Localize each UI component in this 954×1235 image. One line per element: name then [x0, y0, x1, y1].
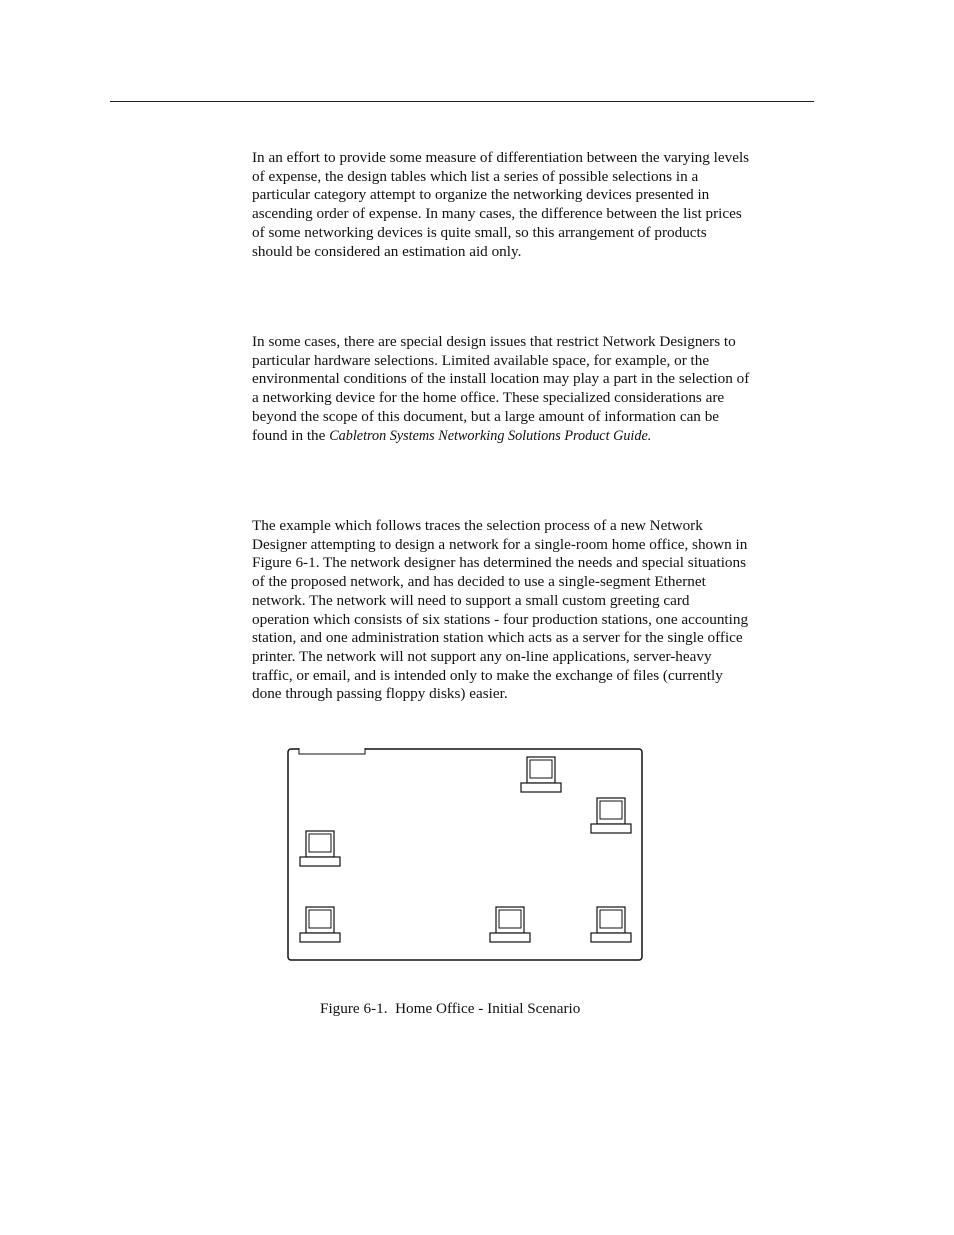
text-line-prefix: found in the: [252, 426, 330, 444]
computer-workstation-icon: [300, 907, 340, 942]
text-line: In an effort to provide some measure of differentiation between the varying levels: [252, 149, 750, 166]
computer-workstation-icon: [591, 907, 631, 942]
text-line: network. The network will need to support a small custom greeting card: [252, 591, 690, 609]
text-line: [252, 427, 818, 446]
text-line: ascending order of expense. In many cases, the difference between the list prices: [252, 205, 742, 223]
text-line: station, and one administration station which acts as a server for the single office: [252, 629, 743, 647]
computer-workstation-icon: [490, 907, 530, 942]
text-line: The example which follows traces the selection process of a new Network: [252, 517, 703, 534]
text-line: particular hardware selections. Limited available space, for example, or the: [252, 351, 710, 369]
product-guide-title: Cabletron Systems Networking Solutions Product Guide.: [329, 427, 652, 444]
paragraph-special-design-issues: [252, 333, 818, 445]
text-line: Figure 6-1. The network designer has determined the needs and special situations: [252, 554, 747, 572]
paragraph-example-scenario: [252, 517, 818, 704]
text-line: traffic, or email, and is intended only to make the exchange of files (currently: [252, 666, 723, 684]
door-icon: [299, 748, 365, 754]
paragraph-expense-ordering: [252, 149, 818, 261]
text-line: printer. The network will not support any on-line applications, server-heavy: [252, 647, 712, 665]
header-rule: [110, 101, 814, 102]
figure-caption: Figure 6-1. Home Office - Initial Scenario: [320, 1000, 581, 1017]
text-line: beyond the scope of this document, but a large amount of information can be: [252, 407, 720, 425]
text-line: environmental conditions of the install location may play a part in the selection of: [252, 370, 750, 388]
home-office-floor-plan: [287, 748, 643, 961]
text-line: of the proposed network, and has decided to use a single-segment Ethernet: [252, 573, 706, 591]
text-line: In some cases, there are special design issues that restrict Network Designers to: [252, 333, 736, 350]
text-line: operation which consists of six stations - four production stations, one accounting: [252, 610, 749, 628]
text-line: of expense, the design tables which list a series of possible selections in a: [252, 167, 699, 185]
text-line: should be considered an estimation aid only.: [252, 242, 522, 260]
computer-workstation-icon: [521, 757, 561, 792]
room-outline: [288, 749, 642, 960]
text-line: particular category attempt to organize the networking devices presented in: [252, 186, 710, 204]
text-line: a networking device for the home office. These specialized considerations are: [252, 389, 725, 407]
text-line: done through passing floppy disks) easier.: [252, 685, 508, 703]
text-line: Designer attempting to design a network for a single-room home office, shown in: [252, 535, 748, 553]
text-line: of some networking devices is quite small, so this arrangement of products: [252, 223, 707, 241]
computer-workstation-icon: [300, 831, 340, 866]
computer-workstation-icon: [591, 798, 631, 833]
floor-plan-svg: [287, 748, 643, 961]
